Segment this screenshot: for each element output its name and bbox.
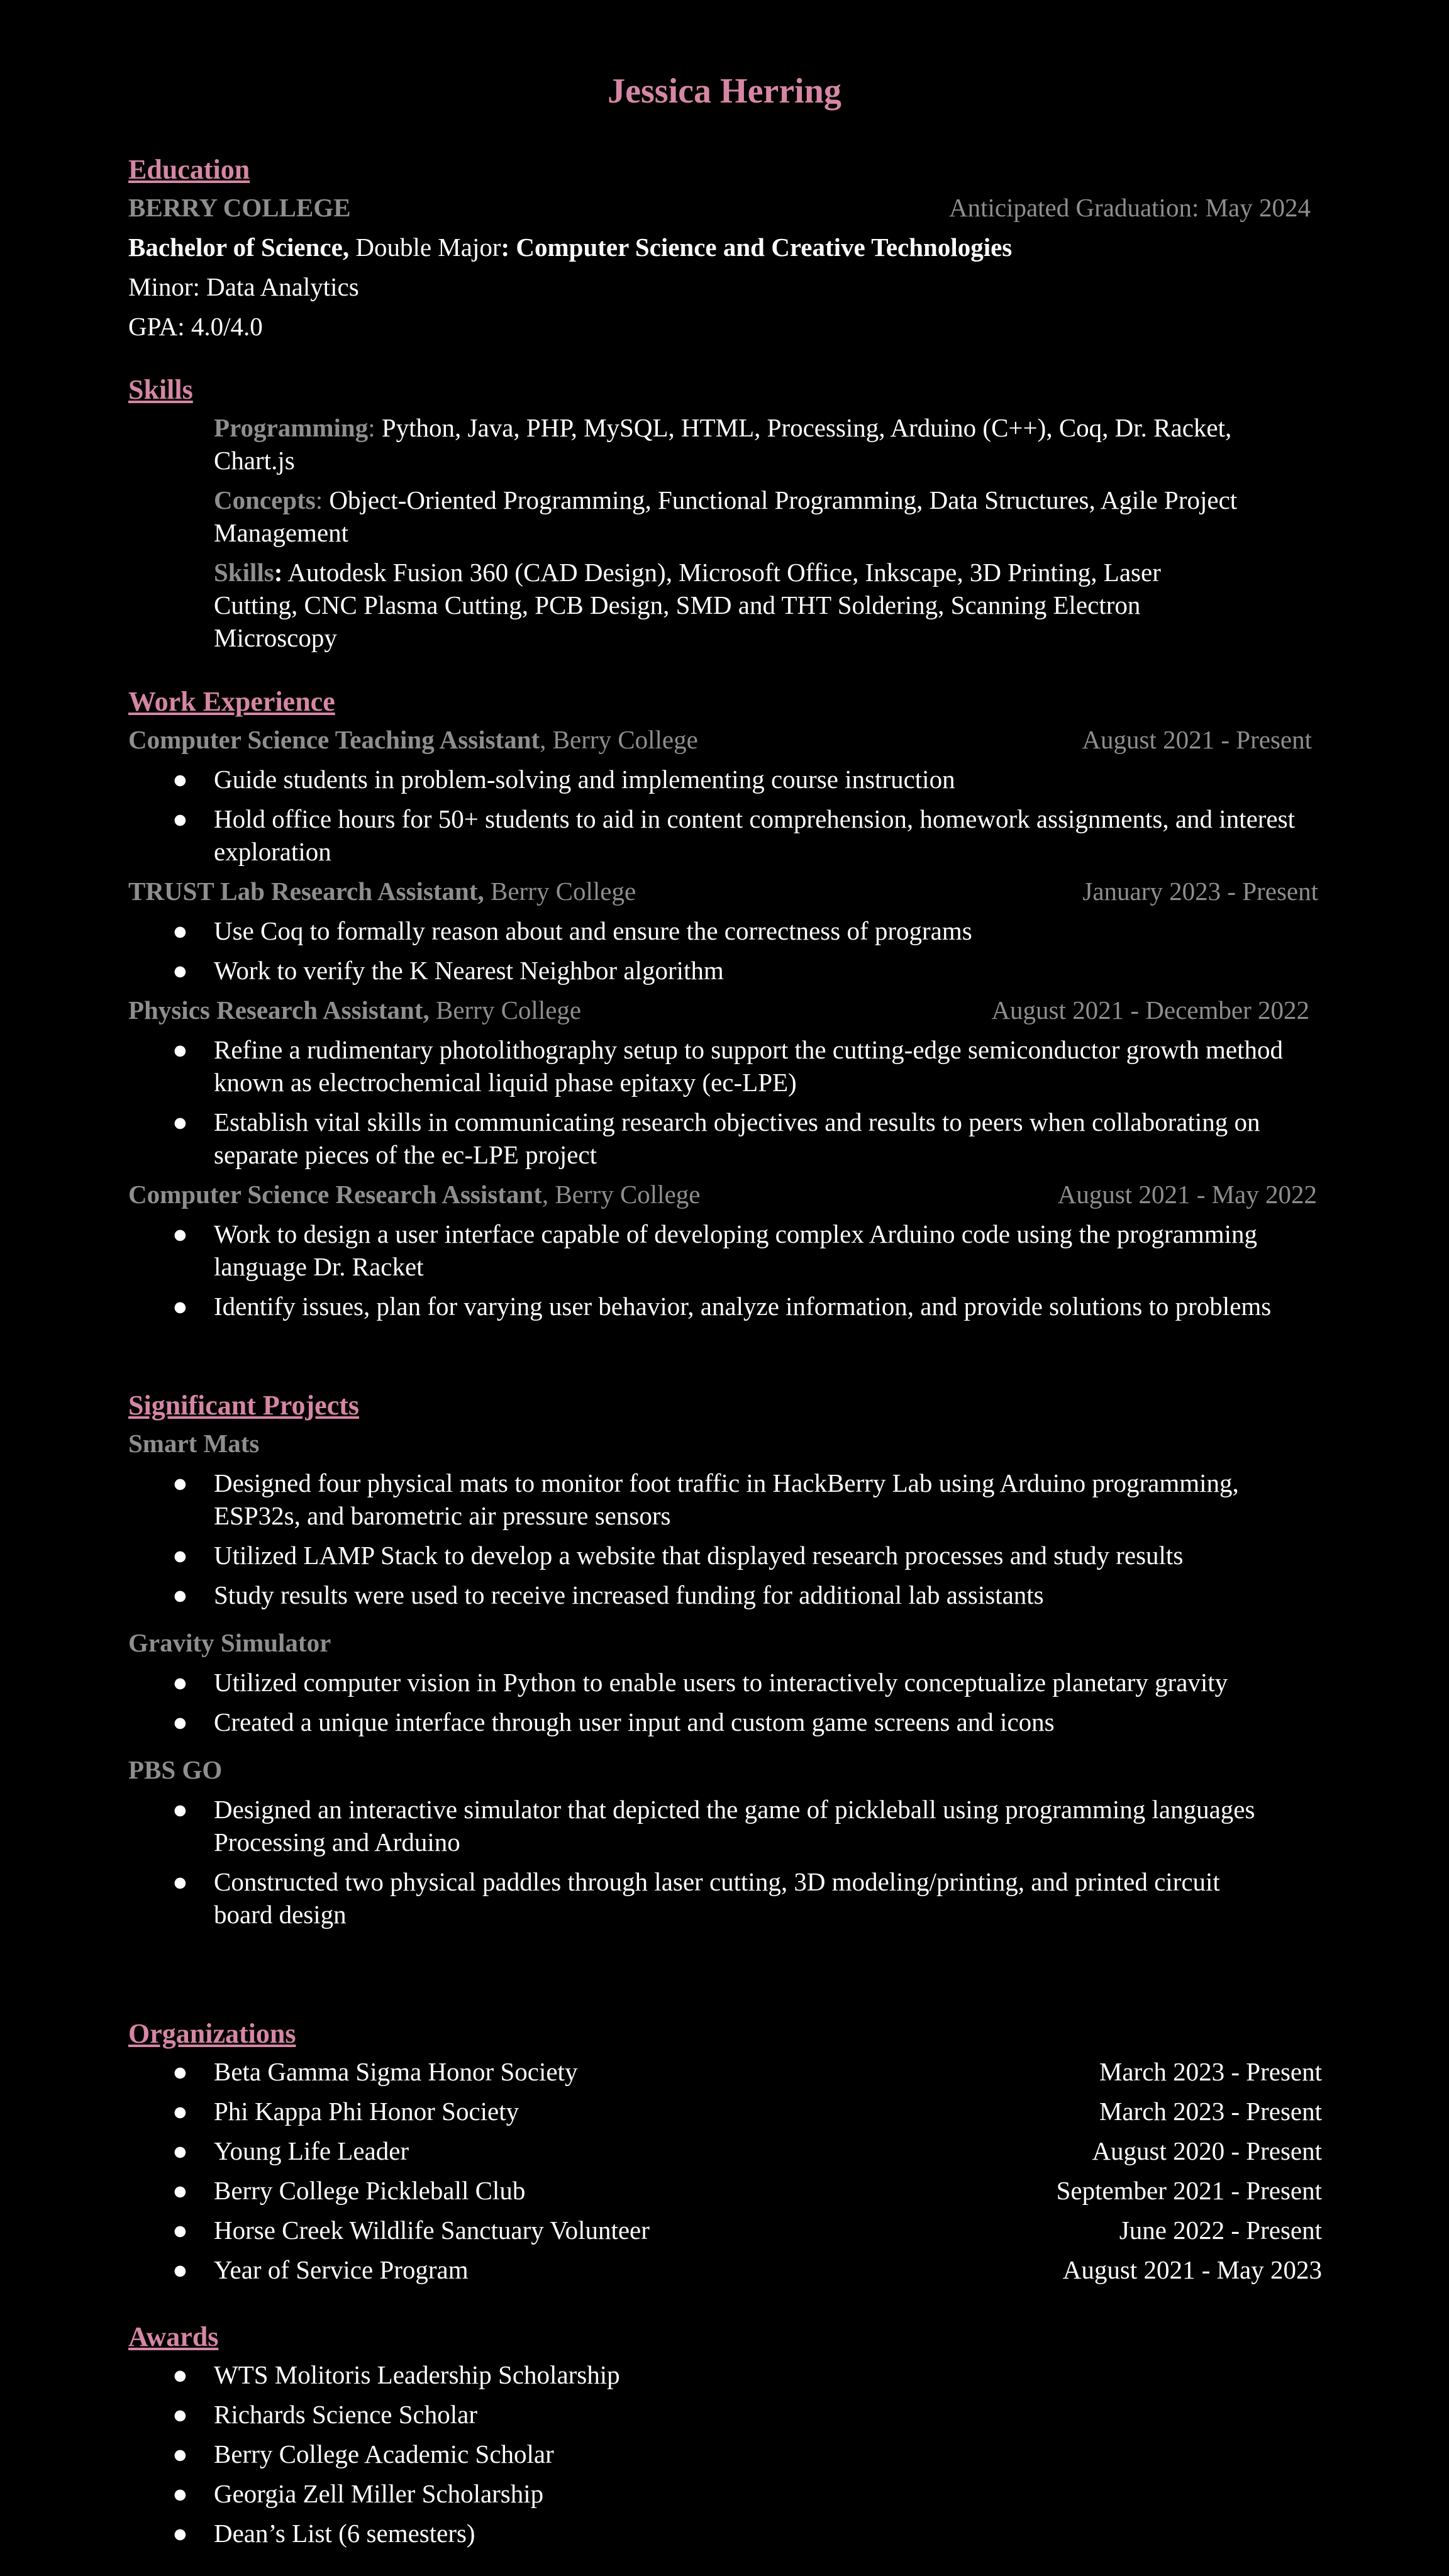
bullet-text: Study results were used to receive increased funding for additional lab assistants — [214, 1580, 1044, 1609]
bullet-text: Work to design a user interface capable of developing complex Arduino code using the programming language Dr. Racket — [214, 1219, 1257, 1281]
org-dates: August 2021 - May 2023 — [1062, 2255, 1322, 2284]
degree-major-label: Double Major — [349, 233, 501, 262]
award-name: Berry College Academic Scholar — [214, 2440, 554, 2468]
list-item — [128, 2477, 1323, 2510]
job-dates: August 2021 - Present — [1082, 725, 1312, 754]
job-dates: August 2021 - May 2022 — [1057, 1180, 1317, 1209]
list-item — [128, 2358, 1323, 2391]
bullet-icon: ● — [172, 1219, 188, 1248]
org-name: Horse Creek Wildlife Sanctuary Volunteer — [214, 2216, 650, 2245]
bullet-icon: ● — [172, 916, 188, 945]
skill-text: Object-Oriented Programming, Functional Programming, Data Structures, Agile Project Management — [214, 486, 1238, 547]
skill-programming — [214, 411, 1245, 477]
list-item — [128, 2095, 1322, 2128]
work-section — [128, 684, 1323, 1330]
list-item — [128, 2214, 1322, 2246]
org-dates: June 2022 - Present — [1119, 2216, 1322, 2245]
awards-heading: Awards — [128, 2321, 219, 2352]
job-org: Berry College — [429, 996, 582, 1024]
gpa: GPA: 4.0/4.0 — [128, 312, 263, 341]
list-item — [128, 763, 1323, 796]
project-title: Gravity Simulator — [128, 1628, 331, 1657]
list-item — [128, 1706, 1311, 1738]
skills-section — [128, 372, 1323, 661]
bullet-icon: ● — [172, 1292, 188, 1321]
organizations-section — [128, 2016, 1323, 2293]
project-title: PBS GO — [128, 1755, 223, 1784]
skill-label: Programming — [214, 413, 369, 442]
job-title: TRUST Lab Research Assistant, — [128, 877, 484, 906]
organizations-heading: Organizations — [128, 2018, 296, 2049]
job-header — [128, 994, 1309, 1026]
list-item — [128, 1666, 1311, 1699]
bullet-icon: ● — [172, 1707, 188, 1736]
bullet-text: Refine a rudimentary photolithography setup to support the cutting-edge semiconductor growth method known as electrochemical liquid phase epitaxy (ec-LPE) — [214, 1035, 1283, 1097]
skills-list — [214, 411, 1245, 654]
org-name: Year of Service Program — [214, 2255, 469, 2284]
job-org: Berry College — [484, 877, 636, 906]
job-title: Computer Science Teaching Assistant — [128, 725, 540, 754]
bullet-icon: ● — [172, 1668, 188, 1697]
skill-separator: : — [274, 558, 283, 587]
bullet-text: Designed four physical mats to monitor foot traffic in HackBerry Lab using Arduino programming, ESP32s, and barometric air pressure sensors — [214, 1468, 1239, 1530]
list-item — [128, 2253, 1322, 2286]
projects-heading: Significant Projects — [128, 1390, 360, 1421]
list-item — [128, 2055, 1322, 2088]
skill-separator: : — [368, 413, 375, 442]
skill-label: Skills — [214, 558, 274, 587]
bullet-icon: ● — [172, 1795, 188, 1824]
bullet-text: Utilized LAMP Stack to develop a website that displayed research processes and study results — [214, 1541, 1184, 1570]
bullet-icon: ● — [172, 2057, 188, 2086]
list-item — [128, 2438, 1323, 2470]
school-name: BERRY COLLEGE — [128, 193, 351, 222]
job-org: , Berry College — [540, 725, 698, 754]
bullet-icon: ● — [172, 765, 188, 794]
list-item — [128, 2174, 1322, 2207]
org-dates: August 2020 - Present — [1092, 2136, 1322, 2165]
project-bullets — [128, 1666, 1311, 1738]
education-section — [128, 152, 1323, 343]
projects-section — [128, 1388, 1323, 1938]
job-header — [128, 1178, 1317, 1211]
awards-section — [128, 2319, 1323, 2557]
list-item — [128, 1793, 1273, 1858]
skill-text: Python, Java, PHP, MySQL, HTML, Processing, Arduino (C++), Coq, Dr. Racket, Chart.js — [214, 413, 1232, 475]
bullet-icon: ● — [172, 2360, 188, 2389]
bullet-icon: ● — [172, 2519, 188, 2548]
degree-line — [128, 231, 1323, 264]
award-name: WTS Molitoris Leadership Scholarship — [214, 2360, 620, 2389]
bullet-text: Utilized computer vision in Python to enable users to interactively conceptualize planetary gravity — [214, 1668, 1228, 1697]
bullet-text: Identify issues, plan for varying user behavior, analyze information, and provide solutions to problems — [214, 1292, 1272, 1321]
list-item — [128, 1033, 1323, 1099]
job-header — [128, 723, 1312, 756]
bullet-icon: ● — [172, 2136, 188, 2165]
bullet-icon: ● — [172, 1108, 188, 1136]
list-item — [128, 802, 1323, 868]
skills-heading: Skills — [128, 374, 193, 405]
bullet-text: Created a unique interface through user input and custom game screens and icons — [214, 1707, 1055, 1736]
job-dates: August 2021 - December 2022 — [991, 996, 1309, 1024]
skill-separator: : — [315, 486, 323, 514]
list-item — [128, 914, 1323, 947]
bullet-icon: ● — [172, 1468, 188, 1497]
list-item — [128, 2517, 1323, 2550]
skill-label: Concepts — [214, 486, 316, 514]
bullet-icon: ● — [172, 2176, 188, 2205]
award-name: Georgia Zell Miller Scholarship — [214, 2479, 544, 2508]
bullet-icon: ● — [172, 2440, 188, 2468]
list-item — [128, 1218, 1298, 1283]
job-org: , Berry College — [541, 1180, 701, 1209]
bullet-icon: ● — [172, 2097, 188, 2126]
bullet-text: Use Coq to formally reason about and ensure the correctness of programs — [214, 916, 972, 945]
bullet-icon: ● — [172, 2400, 188, 2429]
bullet-text: Guide students in problem-solving and implementing course instruction — [214, 765, 955, 794]
job-bullets — [128, 1218, 1298, 1323]
list-item — [128, 2398, 1323, 2431]
job-dates: January 2023 - Present — [1082, 877, 1318, 906]
bullet-icon: ● — [172, 2255, 188, 2284]
project-bullets — [128, 1793, 1273, 1931]
list-item — [128, 1290, 1298, 1323]
list-item — [128, 1539, 1323, 1572]
degree-type: Bachelor of Science, — [128, 233, 350, 262]
bullet-icon: ● — [172, 1867, 188, 1896]
list-item — [128, 1467, 1323, 1532]
org-dates: March 2023 - Present — [1099, 2097, 1322, 2126]
bullet-icon: ● — [172, 1580, 188, 1609]
education-heading: Education — [128, 154, 250, 185]
degree-majors: : Computer Science and Creative Technologies — [501, 233, 1013, 262]
list-item — [128, 1865, 1273, 1931]
bullet-icon: ● — [172, 804, 188, 833]
project-title: Smart Mats — [128, 1429, 260, 1458]
list-item — [128, 2135, 1322, 2167]
minor: Minor: Data Analytics — [128, 272, 359, 301]
bullet-icon: ● — [172, 1035, 188, 1064]
org-name: Phi Kappa Phi Honor Society — [214, 2097, 519, 2126]
awards-list — [128, 2358, 1323, 2550]
skill-text: Autodesk Fusion 360 (CAD Design), Microsoft Office, Inkscape, 3D Printing, Laser Cutting, CNC Plasma Cutting, PCB Design, SMD and THT Soldering, Scanning Electron Microscopy — [214, 558, 1161, 652]
award-name: Dean’s List (6 semesters) — [214, 2519, 475, 2548]
work-heading: Work Experience — [128, 686, 335, 717]
bullet-text: Constructed two physical paddles through laser cutting, 3D modeling/printing, and printed circuit board design — [214, 1867, 1220, 1929]
org-name: Young Life Leader — [214, 2136, 409, 2165]
bullet-icon: ● — [172, 956, 188, 985]
list-item — [128, 954, 1323, 987]
bullet-text: Work to verify the K Nearest Neighbor algorithm — [214, 956, 724, 985]
job-header — [128, 875, 1318, 908]
bullet-text: Establish vital skills in communicating research objectives and results to peers when collaborating on separate pieces of the ec-LPE project — [214, 1108, 1260, 1169]
graduation-date: Anticipated Graduation: May 2024 — [948, 193, 1311, 222]
list-item — [128, 1579, 1323, 1611]
job-title: Physics Research Assistant, — [128, 996, 430, 1024]
job-title: Computer Science Research Assistant — [128, 1180, 542, 1209]
org-name: Berry College Pickleball Club — [214, 2176, 526, 2205]
org-dates: March 2023 - Present — [1099, 2057, 1322, 2086]
job-bullets — [128, 763, 1323, 868]
org-dates: September 2021 - Present — [1056, 2176, 1322, 2205]
list-item — [128, 1106, 1323, 1171]
job-bullets — [128, 1033, 1323, 1171]
bullet-icon: ● — [172, 1541, 188, 1570]
job-bullets — [128, 914, 1323, 987]
skill-tools — [214, 556, 1245, 654]
candidate-name: Jessica Herring — [608, 72, 841, 111]
school-row — [128, 191, 1311, 224]
bullet-text: Designed an interactive simulator that depicted the game of pickleball using programming languages Processing and Arduino — [214, 1795, 1255, 1857]
organizations-list — [128, 2055, 1322, 2286]
bullet-icon: ● — [172, 2479, 188, 2508]
award-name: Richards Science Scholar — [214, 2400, 477, 2429]
skill-concepts — [214, 484, 1245, 549]
bullet-icon: ● — [172, 2216, 188, 2245]
org-name: Beta Gamma Sigma Honor Society — [214, 2057, 578, 2086]
project-bullets — [128, 1467, 1323, 1611]
bullet-text: Hold office hours for 50+ students to aid in content comprehension, homework assignments, and interest exploration — [214, 804, 1295, 866]
